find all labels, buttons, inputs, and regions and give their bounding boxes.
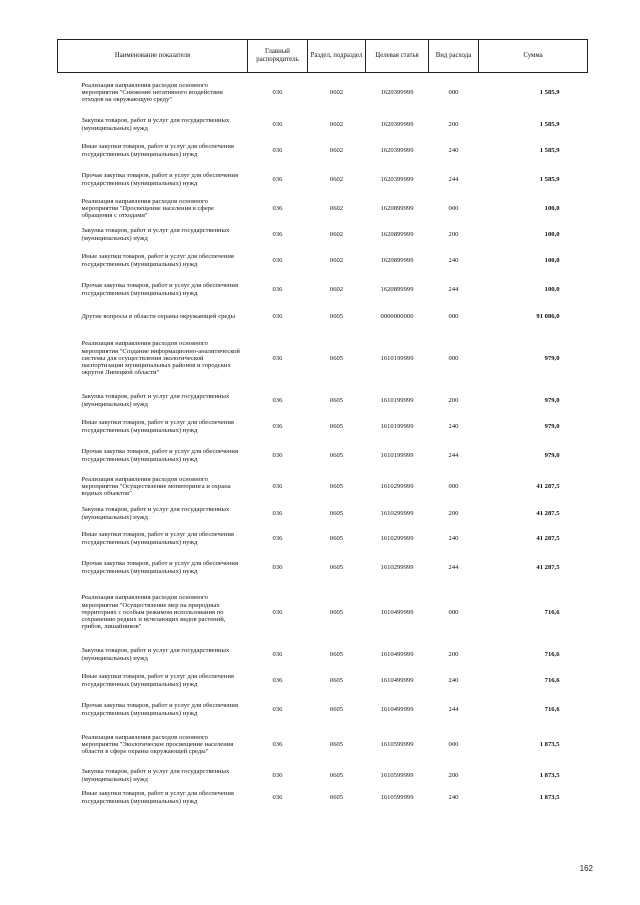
table-row [58, 583, 588, 643]
cell-chief: 036 [272, 563, 283, 571]
cell-name [58, 275, 248, 305]
cell-chief: 036 [272, 354, 283, 362]
indicator-name: Иные закупки товаров, работ и услуг для обеспечения государственных (муниципальных) нужд [81, 419, 234, 434]
cell-chief: 036 [272, 451, 283, 459]
cell-sum: 1 585,9 [539, 146, 560, 154]
cell-sum: 100,0 [544, 230, 560, 238]
indicator-name: Закупка товаров, работ и услуг для государственных (муниципальных) нужд [81, 393, 230, 408]
header-section: Раздел, подраздел [308, 40, 366, 73]
cell-target: 1610199999 [380, 354, 414, 362]
cell-expense: 244 [448, 705, 459, 713]
cell-name [58, 389, 248, 413]
indicator-name: Реализация направления расходов основного мероприятия "Создание информационно-аналитической системы для осуществления экологической паспортизации муниципальных районов и городских округов Липецкой области" [81, 340, 240, 377]
indicator-name: Закупка товаров, работ и услуг для государственных (муниципальных) нужд [81, 647, 230, 662]
cell-target: 1620399999 [380, 89, 414, 97]
cell-target: 1610599999 [380, 740, 414, 748]
cell-expense: 244 [448, 563, 459, 571]
indicator-name: Прочая закупка товаров, работ и услуг для обеспечения государственных (муниципальных) нужд [81, 448, 238, 463]
cell-chief: 036 [272, 509, 283, 517]
cell-sum: 100,0 [544, 204, 560, 212]
header-chief: Главный распорядитель [248, 40, 308, 73]
cell-sum: 716,6 [544, 676, 560, 684]
table-row [58, 667, 588, 695]
cell-sum: 979,0 [544, 396, 560, 404]
cell-sum: 100,0 [544, 285, 560, 293]
table-row [58, 643, 588, 667]
cell-section: 0605 [329, 676, 344, 684]
cell-target: 1620899999 [380, 230, 414, 238]
table-row [58, 247, 588, 275]
indicator-name: Прочая закупка товаров, работ и услуг для обеспечения государственных (муниципальных) нужд [81, 172, 238, 187]
cell-target: 1610499999 [380, 676, 414, 684]
cell-expense: 240 [448, 793, 459, 801]
cell-name [58, 787, 248, 809]
indicator-name: Иные закупки товаров, работ и услуг для обеспечения государственных (муниципальных) нужд [81, 143, 234, 158]
cell-chief: 036 [272, 230, 283, 238]
cell-name [58, 643, 248, 667]
cell-name [58, 113, 248, 137]
cell-target: 1610299999 [380, 509, 414, 517]
cell-chief: 036 [272, 534, 283, 542]
cell-expense: 200 [448, 120, 459, 128]
cell-expense: 000 [448, 204, 459, 212]
table-row [58, 441, 588, 471]
table-row [58, 223, 588, 247]
table-row [58, 113, 588, 137]
cell-sum: 91 086,0 [536, 312, 560, 320]
indicator-name: Иные закупки товаров, работ и услуг для обеспечения государственных (муниципальных) нужд [81, 253, 234, 268]
cell-name [58, 247, 248, 275]
indicator-name: Прочая закупка товаров, работ и услуг для обеспечения государственных (муниципальных) нужд [81, 560, 238, 575]
header-target: Целевая статья [366, 40, 429, 73]
cell-target: 1610499999 [380, 650, 414, 658]
cell-chief: 036 [272, 676, 283, 684]
cell-name [58, 413, 248, 441]
cell-chief: 036 [272, 285, 283, 293]
cell-section: 0602 [329, 204, 344, 212]
cell-sum: 979,0 [544, 422, 560, 430]
cell-expense: 200 [448, 396, 459, 404]
cell-target: 1610299999 [380, 482, 414, 490]
cell-chief: 036 [272, 482, 283, 490]
table-row [58, 765, 588, 787]
indicator-name: Другие вопросы в области охраны окружающей среды [81, 312, 236, 320]
indicator-name: Иные закупки товаров, работ и услуг для обеспечения государственных (муниципальных) нужд [81, 673, 234, 688]
cell-chief: 036 [272, 740, 283, 748]
cell-name [58, 223, 248, 247]
cell-sum: 41 287,5 [536, 482, 560, 490]
cell-name [58, 165, 248, 195]
cell-target: 1610499999 [380, 705, 414, 713]
cell-section: 0605 [329, 705, 344, 713]
cell-expense: 240 [448, 256, 459, 264]
cell-section: 0602 [329, 89, 344, 97]
cell-chief: 036 [272, 204, 283, 212]
cell-expense: 200 [448, 771, 459, 779]
cell-sum: 41 287,5 [536, 509, 560, 517]
header-expense: Вид расхода [429, 40, 479, 73]
cell-section: 0602 [329, 285, 344, 293]
indicator-name: Реализация направления расходов основного мероприятия "Просвещение населения в сфере обращения с отходами" [81, 197, 214, 220]
indicator-name: Закупка товаров, работ и услуг для государственных (муниципальных) нужд [81, 227, 230, 242]
cell-section: 0605 [329, 396, 344, 404]
cell-name [58, 525, 248, 553]
cell-name [58, 725, 248, 765]
indicator-name: Иные закупки товаров, работ и услуг для обеспечения государственных (муниципальных) нужд [81, 790, 234, 805]
cell-section: 0605 [329, 608, 344, 616]
cell-chief: 036 [272, 422, 283, 430]
cell-expense: 000 [448, 354, 459, 362]
indicator-name: Закупка товаров, работ и услуг для государственных (муниципальных) нужд [81, 506, 230, 521]
cell-name [58, 667, 248, 695]
table-row [58, 471, 588, 503]
cell-chief: 036 [272, 256, 283, 264]
cell-chief: 036 [272, 771, 283, 779]
cell-section: 0602 [329, 256, 344, 264]
header-sum: Сумма [479, 40, 588, 73]
cell-name [58, 73, 248, 113]
cell-target: 1620399999 [380, 146, 414, 154]
cell-section: 0605 [329, 451, 344, 459]
table-row [58, 553, 588, 583]
cell-target: 1610499999 [380, 608, 414, 616]
cell-target: 1610299999 [380, 563, 414, 571]
cell-expense: 240 [448, 422, 459, 430]
cell-expense: 000 [448, 482, 459, 490]
cell-chief: 036 [272, 793, 283, 801]
cell-expense: 200 [448, 650, 459, 658]
cell-sum: 1 585,9 [539, 89, 560, 97]
cell-sum: 41 287,5 [536, 534, 560, 542]
cell-name [58, 695, 248, 725]
indicator-name: Реализация направления расходов основного мероприятия "Экологическое просвещение населения области в сфере охраны окружающей среды" [81, 733, 234, 756]
table-header [58, 40, 588, 73]
table-row [58, 413, 588, 441]
cell-section: 0605 [329, 793, 344, 801]
cell-section: 0605 [329, 740, 344, 748]
cell-section: 0602 [329, 146, 344, 154]
cell-sum: 41 287,5 [536, 563, 560, 571]
cell-name [58, 305, 248, 329]
cell-section: 0605 [329, 482, 344, 490]
cell-expense: 000 [448, 89, 459, 97]
cell-target: 1620899999 [380, 256, 414, 264]
table-row [58, 695, 588, 725]
table-row [58, 137, 588, 165]
cell-section: 0605 [329, 650, 344, 658]
cell-section: 0605 [329, 771, 344, 779]
cell-expense: 244 [448, 451, 459, 459]
cell-section: 0602 [329, 175, 344, 183]
table-row [58, 787, 588, 809]
cell-target: 1610199999 [380, 451, 414, 459]
cell-target: 1610599999 [380, 793, 414, 801]
indicator-name: Закупка товаров, работ и услуг для государственных (муниципальных) нужд [81, 768, 230, 783]
cell-target: 1610199999 [380, 396, 414, 404]
cell-name [58, 195, 248, 223]
cell-section: 0605 [329, 563, 344, 571]
cell-name [58, 503, 248, 525]
cell-section: 0605 [329, 312, 344, 320]
cell-chief: 036 [272, 312, 283, 320]
cell-expense: 244 [448, 285, 459, 293]
page-number: 162 [579, 864, 593, 873]
table-row [58, 73, 588, 113]
cell-chief: 036 [272, 146, 283, 154]
cell-name [58, 329, 248, 389]
cell-section: 0602 [329, 120, 344, 128]
indicator-name: Прочая закупка товаров, работ и услуг для обеспечения государственных (муниципальных) нужд [81, 702, 238, 717]
cell-sum: 1 585,9 [539, 175, 560, 183]
table-row [58, 389, 588, 413]
cell-expense: 240 [448, 534, 459, 542]
indicator-name: Иные закупки товаров, работ и услуг для обеспечения государственных (муниципальных) нужд [81, 531, 234, 546]
cell-name [58, 441, 248, 471]
cell-target: 1610599999 [380, 771, 414, 779]
cell-sum: 1 585,9 [539, 120, 560, 128]
cell-sum: 979,0 [544, 354, 560, 362]
table-row [58, 275, 588, 305]
cell-chief: 036 [272, 650, 283, 658]
cell-name [58, 553, 248, 583]
cell-target: 1620399999 [380, 120, 414, 128]
cell-target: 0000000000 [380, 312, 414, 320]
cell-expense: 240 [448, 146, 459, 154]
cell-expense: 240 [448, 676, 459, 684]
cell-expense: 200 [448, 230, 459, 238]
indicator-name: Закупка товаров, работ и услуг для государственных (муниципальных) нужд [81, 117, 230, 132]
table-row [58, 165, 588, 195]
indicator-name: Реализация направления расходов основного мероприятия "Осуществление мониторинга и охрана водных объектов" [81, 475, 231, 498]
cell-expense: 244 [448, 175, 459, 183]
cell-chief: 036 [272, 396, 283, 404]
cell-chief: 036 [272, 705, 283, 713]
cell-section: 0605 [329, 354, 344, 362]
cell-expense: 000 [448, 608, 459, 616]
cell-sum: 1 873,5 [539, 793, 560, 801]
cell-chief: 036 [272, 89, 283, 97]
cell-section: 0605 [329, 534, 344, 542]
cell-name [58, 471, 248, 503]
table-row [58, 195, 588, 223]
cell-chief: 036 [272, 608, 283, 616]
table-row [58, 503, 588, 525]
cell-sum: 716,6 [544, 650, 560, 658]
cell-target: 1610199999 [380, 422, 414, 430]
cell-section: 0602 [329, 230, 344, 238]
cell-sum: 100,0 [544, 256, 560, 264]
cell-sum: 1 873,5 [539, 771, 560, 779]
cell-expense: 000 [448, 740, 459, 748]
budget-table [57, 39, 588, 809]
indicator-name: Реализация направления расходов основного мероприятия "Снижение негативного воздействия отходов на окружающую среду" [81, 81, 223, 104]
cell-name [58, 765, 248, 787]
indicator-name: Реализация направления расходов основного мероприятия "Осуществление мер на природных территориях с особым режимом использования по сохранению редких и исчезающих видов растений, грибов, лишайников" [81, 594, 226, 631]
cell-target: 1620899999 [380, 285, 414, 293]
table-row [58, 525, 588, 553]
cell-sum: 979,0 [544, 451, 560, 459]
cell-sum: 716,6 [544, 608, 560, 616]
cell-sum: 1 873,5 [539, 740, 560, 748]
header-name: Наименование показателя [58, 40, 248, 73]
table-row [58, 305, 588, 329]
cell-section: 0605 [329, 509, 344, 517]
cell-expense: 200 [448, 509, 459, 517]
cell-expense: 000 [448, 312, 459, 320]
cell-chief: 036 [272, 175, 283, 183]
cell-chief: 036 [272, 120, 283, 128]
cell-name [58, 137, 248, 165]
table-body [58, 73, 588, 809]
cell-target: 1620899999 [380, 204, 414, 212]
table-row [58, 329, 588, 389]
table-row [58, 725, 588, 765]
indicator-name: Прочая закупка товаров, работ и услуг для обеспечения государственных (муниципальных) нужд [81, 282, 238, 297]
cell-target: 1610299999 [380, 534, 414, 542]
cell-sum: 716,6 [544, 705, 560, 713]
cell-name [58, 583, 248, 643]
cell-target: 1620399999 [380, 175, 414, 183]
cell-section: 0605 [329, 422, 344, 430]
